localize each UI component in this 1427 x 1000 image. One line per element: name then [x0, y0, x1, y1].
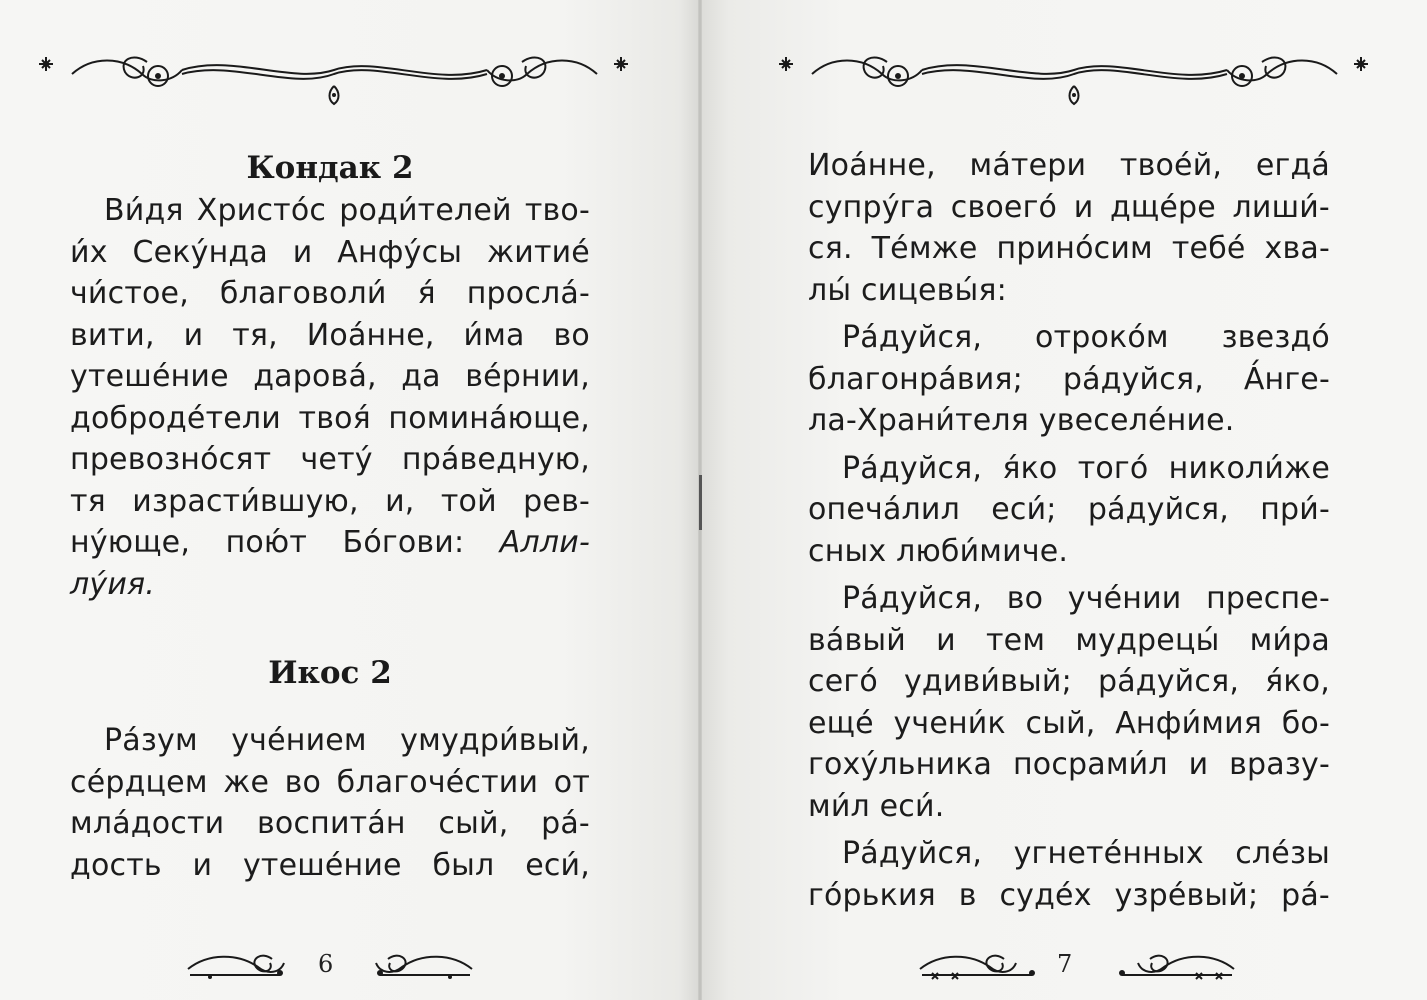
right-text [808, 145, 1330, 916]
text-line: Иоа́нне, ма́тери твое́й, егда́ [808, 148, 1330, 183]
text-line: лу́ия. [70, 566, 156, 602]
kontakion-text [70, 190, 590, 605]
text-line: ну́юще, пою́т Бо́гови: Алли- [70, 525, 590, 560]
right-page [700, 0, 1427, 1000]
text-line: Ра́дуйся, я́ко того́ николи́же [842, 450, 1330, 486]
text-line: мла́дости воспита́н сый, ра́- [70, 806, 590, 841]
left-page [0, 0, 700, 1000]
text-line: утеше́ние дарова́, да ве́рнии, [70, 359, 590, 394]
text-line: се́рдцем же во благоче́стии от [70, 764, 590, 800]
text-line: ла-Храни́теля увеселе́ние. [808, 403, 1235, 438]
text-line: Ра́дуйся, во уче́нии преспе- [842, 581, 1330, 616]
text-line: ва́вый и тем мудрецы́ ми́ра [808, 622, 1330, 658]
top-ornament-right-icon [772, 40, 1377, 106]
ikos-text [70, 720, 590, 886]
kontakion-heading: Кондак 2 [246, 150, 414, 186]
bottom-ornament-right-icon [912, 945, 1242, 985]
text-line: го́рькия в суде́х узре́вый; ра́- [808, 877, 1330, 913]
text-line: сего́ удиви́вый; ра́дуйся, я́ко, [808, 664, 1330, 699]
text-line: лы́ сицевы́я: [808, 272, 1007, 308]
text-line: вити, и тя, Иоа́нне, и́ма во [70, 317, 590, 353]
text-line: ся. Те́мже прино́сим тебе́ хва- [808, 231, 1330, 266]
text-line: чи́стое, благоволи́ я́ просла́- [70, 276, 590, 311]
ikos-heading: Икос 2 [268, 655, 392, 691]
text-line: Ра́зум уче́нием умудри́вый, [104, 723, 590, 758]
text-line: супру́га своего́ и дще́ре лиши́- [808, 189, 1330, 225]
text-line: дость и утеше́ние был еси́, [70, 847, 590, 883]
text-line: благонра́вия; ра́дуйся, А́нге- [808, 361, 1330, 397]
text-line: тя израсти́вшую, и, той рев- [70, 483, 590, 519]
text-line: ми́л еси́. [808, 788, 945, 824]
text-line: Ра́дуйся, отроко́м звездо́ [842, 320, 1330, 355]
page-number-right: 7 [1057, 950, 1073, 978]
text-line: сных люби́миче. [808, 533, 1069, 569]
text-line: еще́ учени́к сый, Анфи́мия бо- [808, 705, 1330, 741]
text-line: гоху́льника посрами́л и вразу- [808, 747, 1330, 782]
top-ornament-left-icon [32, 40, 637, 106]
text-line: и́х Секу́нда и Анфу́сы житие́ [70, 234, 590, 270]
page-number-left: 6 [318, 950, 334, 978]
text-line: Ра́дуйся, угнете́нных сле́зы [842, 836, 1330, 871]
text-line: превозно́сят чету́ пра́ведную, [70, 442, 590, 477]
text-line: доброде́тели твоя́ помина́юще, [70, 400, 590, 436]
text-line: Ви́дя Христо́с роди́телей тво- [104, 193, 590, 228]
binding-staple [699, 475, 702, 530]
text-line: опеча́лил еси́; ра́дуйся, при́- [808, 492, 1330, 527]
